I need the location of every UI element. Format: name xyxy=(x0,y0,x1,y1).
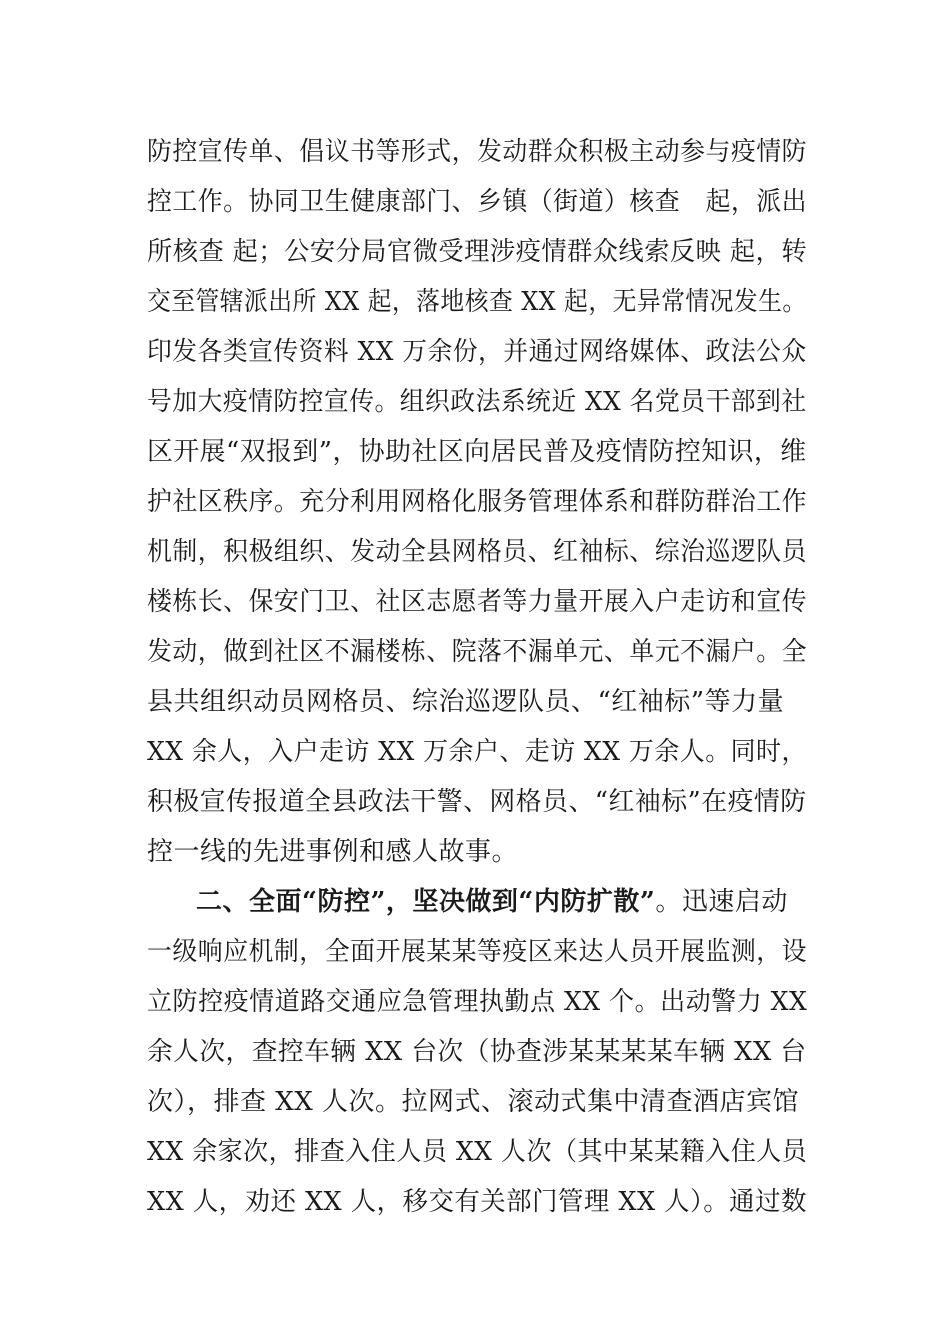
text-line: 控一线的先进事例和感人故事。 xyxy=(147,837,519,867)
text-line: 交至管辖派出所 XX 起，落地核查 XX 起，无异常情况发生。 xyxy=(147,287,807,317)
text-line: XX 余人，入户走访 XX 万余户、走访 XX 万余人。同时， xyxy=(147,737,807,767)
text-line: 楼栋长、保安门卫、社区志愿者等力量开展入户走访和宣传 xyxy=(147,587,808,617)
text-line: 护社区秩序。充分利用网格化服务管理体系和群防群治工作 xyxy=(147,487,808,517)
text-line: 发动，做到社区不漏楼栋、院落不漏单元、单元不漏户。全 xyxy=(147,637,808,667)
text-line: XX 余家次，排查入住人员 XX 人次（其中某某籍入住人员 xyxy=(147,1137,808,1167)
text-line: 一级响应机制，全面开展某某等疫区来达人员开展监测，设 xyxy=(147,937,808,967)
text-line: 积极宣传报道全县政法干警、网格员、“红袖标”在疫情防 xyxy=(147,787,807,817)
text-line: 县共组织动员网格员、综治巡逻队员、“红袖标”等力量 xyxy=(147,687,785,717)
text-line: 次），排查 XX 人次。拉网式、滚动式集中清查酒店宾馆 xyxy=(147,1087,800,1117)
text-line: 区开展“双报到”，协助社区向居民普及疫情防控知识，维 xyxy=(147,437,807,467)
text-line: 立防控疫情道路交通应急管理执勤点 XX 个。出动警力 XX xyxy=(147,987,808,1017)
text-line: 防控宣传单、倡议书等形式，发动群众积极主动参与疫情防 xyxy=(147,137,808,167)
section-2-first-line xyxy=(196,885,788,919)
section-text: 。迅速启动 xyxy=(655,887,788,917)
section-heading: 二、全面“防控”，坚决做到“内防扩散” xyxy=(196,887,656,917)
text-line: XX 人，劝还 XX 人，移交有关部门管理 XX 人）。通过数 xyxy=(147,1187,807,1217)
text-line: 机制，积极组织、发动全县网格员、红袖标、综治巡逻队员 xyxy=(147,537,808,567)
text-line: 余人次，查控车辆 XX 台次（协查涉某某某某车辆 XX 台 xyxy=(147,1037,807,1067)
text-line: 印发各类宣传资料 XX 万余份，并通过网络媒体、政法公众 xyxy=(147,337,807,367)
text-line: 所核查 起；公安分局官微受理涉疫情群众线索反映 起，转 xyxy=(147,237,808,267)
text-line: 控工作。协同卫生健康部门、乡镇（街道）核查 起，派出 xyxy=(147,187,808,217)
text-line: 号加大疫情防控宣传。组织政法系统近 XX 名党员干部到社 xyxy=(147,387,807,417)
